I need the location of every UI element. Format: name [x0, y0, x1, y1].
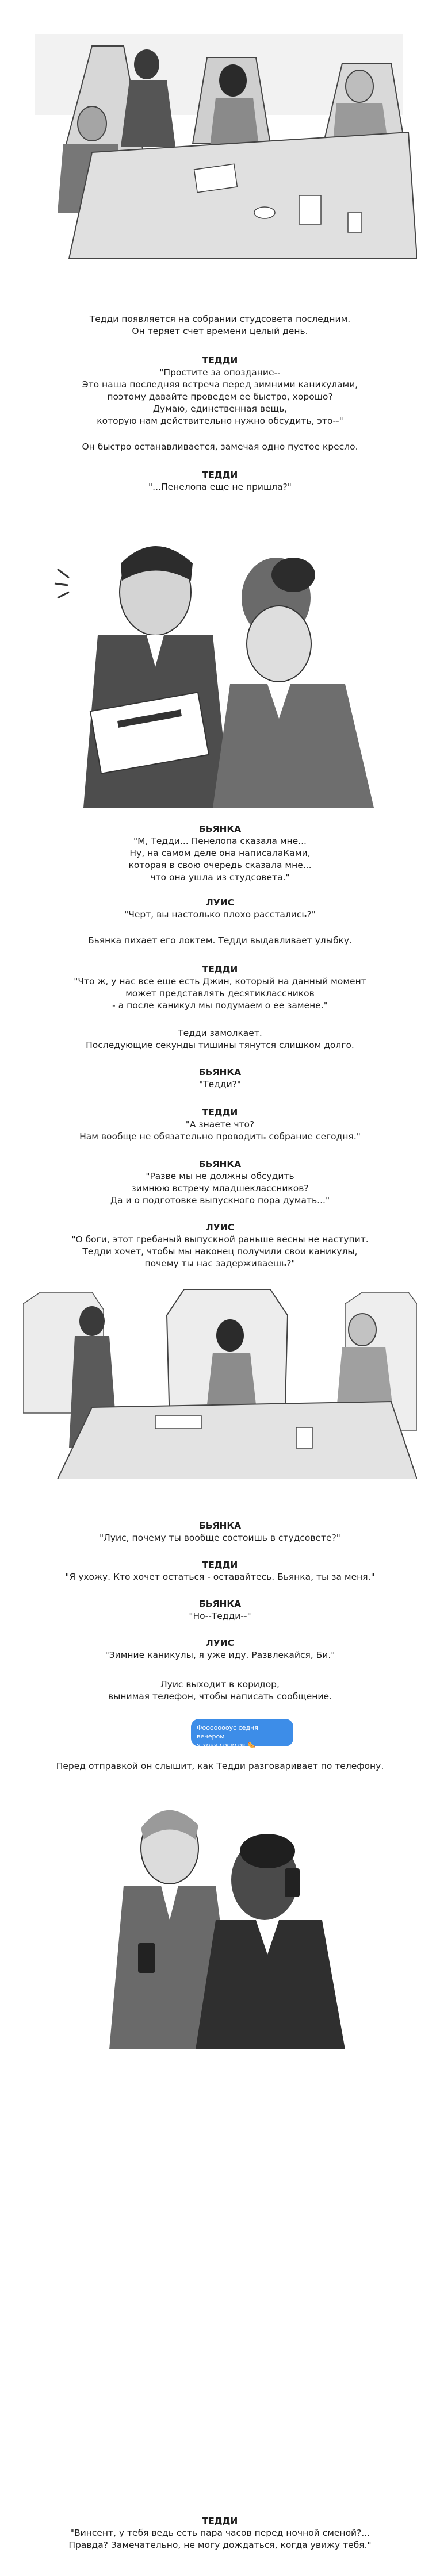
speaker-name: ТЕДДИ: [202, 964, 238, 974]
dialogue-line: "Зимние каникулы, я уже иду. Развлекайся, Би.": [105, 1650, 335, 1660]
dialogue-line: "Что ж, у нас все еще есть Джин, который на данный момент может представлять десятиклассников - а после каникул мы подумаем о ее замене.": [74, 976, 366, 1011]
narration: Перед отправкой он слышит, как Тедди разговаривает по телефону.: [56, 1761, 384, 1771]
comic-panel-meeting-wide: [23, 1281, 417, 1479]
dialogue-line: "Винсент, у тебя ведь есть пара часов перед ночной сменой?... Правда? Замечательно, не могу дождаться, когда увижу тебя.": [68, 2528, 372, 2550]
dialogue-line: "А знаете что? Нам вообще не обязательно проводить собрание сегодня.": [79, 1119, 361, 1142]
speaker-name: БЬЯНКА: [198, 1521, 242, 1531]
narration: Луис выходит в коридор, вынимая телефон, чтобы написать сообщение.: [108, 1679, 332, 1702]
dialogue-line: "Но--Тедди--": [189, 1611, 251, 1621]
meeting-wide-illustration: [23, 1281, 417, 1479]
dialogue-line: "Разве мы не должны обсудить зимнюю встречу младшеклассников? Да и о подготовке выпускного пора думать...": [110, 1171, 330, 1206]
dialogue-line: "Тедди?": [199, 1079, 241, 1089]
comic-panel-teddy-bianca: [23, 529, 417, 808]
speaker-name: ТЕДДИ: [202, 470, 238, 480]
dialogue-line: "Черт, вы настолько плохо расстались?": [124, 909, 316, 920]
dialogue-line: "Луис, почему ты вообще состоишь в студсовете?": [100, 1533, 340, 1543]
dialogue-line: "Простите за опоздание-- Это наша последняя встреча перед зимними каникулами, поэтому давайте проведем ее быстро, хорошо? Думаю, единственная вещь, которую нам действительно нужно обсудить, это--": [82, 367, 358, 426]
narration: Он быстро останавливается, замечая одно пустое кресло.: [82, 442, 358, 452]
speaker-name: БЬЯНКА: [198, 824, 242, 834]
speaker-name: БЬЯНКА: [198, 1067, 242, 1077]
speaker-name: ТЕДДИ: [202, 2516, 238, 2526]
comic-panel-phone-call: [23, 1794, 417, 2049]
speaker-name: БЬЯНКА: [198, 1159, 242, 1169]
speaker-name: БЬЯНКА: [198, 1599, 242, 1609]
speaker-name: ЛУИС: [205, 1222, 235, 1233]
speaker-name: ТЕДДИ: [202, 355, 238, 366]
narration: Тедди появляется на собрании студсовета последним. Он теряет счет времени целый день.: [89, 314, 351, 336]
comic-panel-meeting: [23, 23, 417, 259]
dialogue-line: "О боги, этот гребаный выпускной раньше весны не наступит. Тедди хочет, чтобы мы наконец получили свои каникулы, почему ты нас задерживаешь?": [71, 1234, 369, 1269]
dialogue-line: "М, Тедди... Пенелопа сказала мне... Ну, на самом деле она написалаКами, которая в свою очередь сказала мне... что она ушла из студсовета.": [128, 836, 312, 882]
narration: Бьянка пихает его локтем. Тедди выдавливает улыбку.: [88, 935, 352, 946]
speaker-name: ЛУИС: [205, 1638, 235, 1648]
narration: Тедди замолкает. Последующие секунды тишины тянутся слишком долго.: [86, 1028, 354, 1050]
dialogue-line: "...Пенелопа еще не пришла?": [148, 482, 292, 492]
meeting-illustration: [23, 23, 417, 259]
speaker-name: ТЕДДИ: [202, 1560, 238, 1570]
speaker-name: ТЕДДИ: [202, 1107, 238, 1118]
speaker-name: ЛУИС: [205, 897, 235, 908]
phone-call-illustration: [23, 1794, 417, 2049]
teddy-bianca-illustration: [23, 529, 417, 808]
phone-message-bubble: Фоооооооус седня вечером я хочу сосисок 🌭: [191, 1719, 293, 1746]
dialogue-line: "Я ухожу. Кто хочет остаться - оставайтесь. Бьянка, ты за меня.": [65, 1572, 375, 1582]
